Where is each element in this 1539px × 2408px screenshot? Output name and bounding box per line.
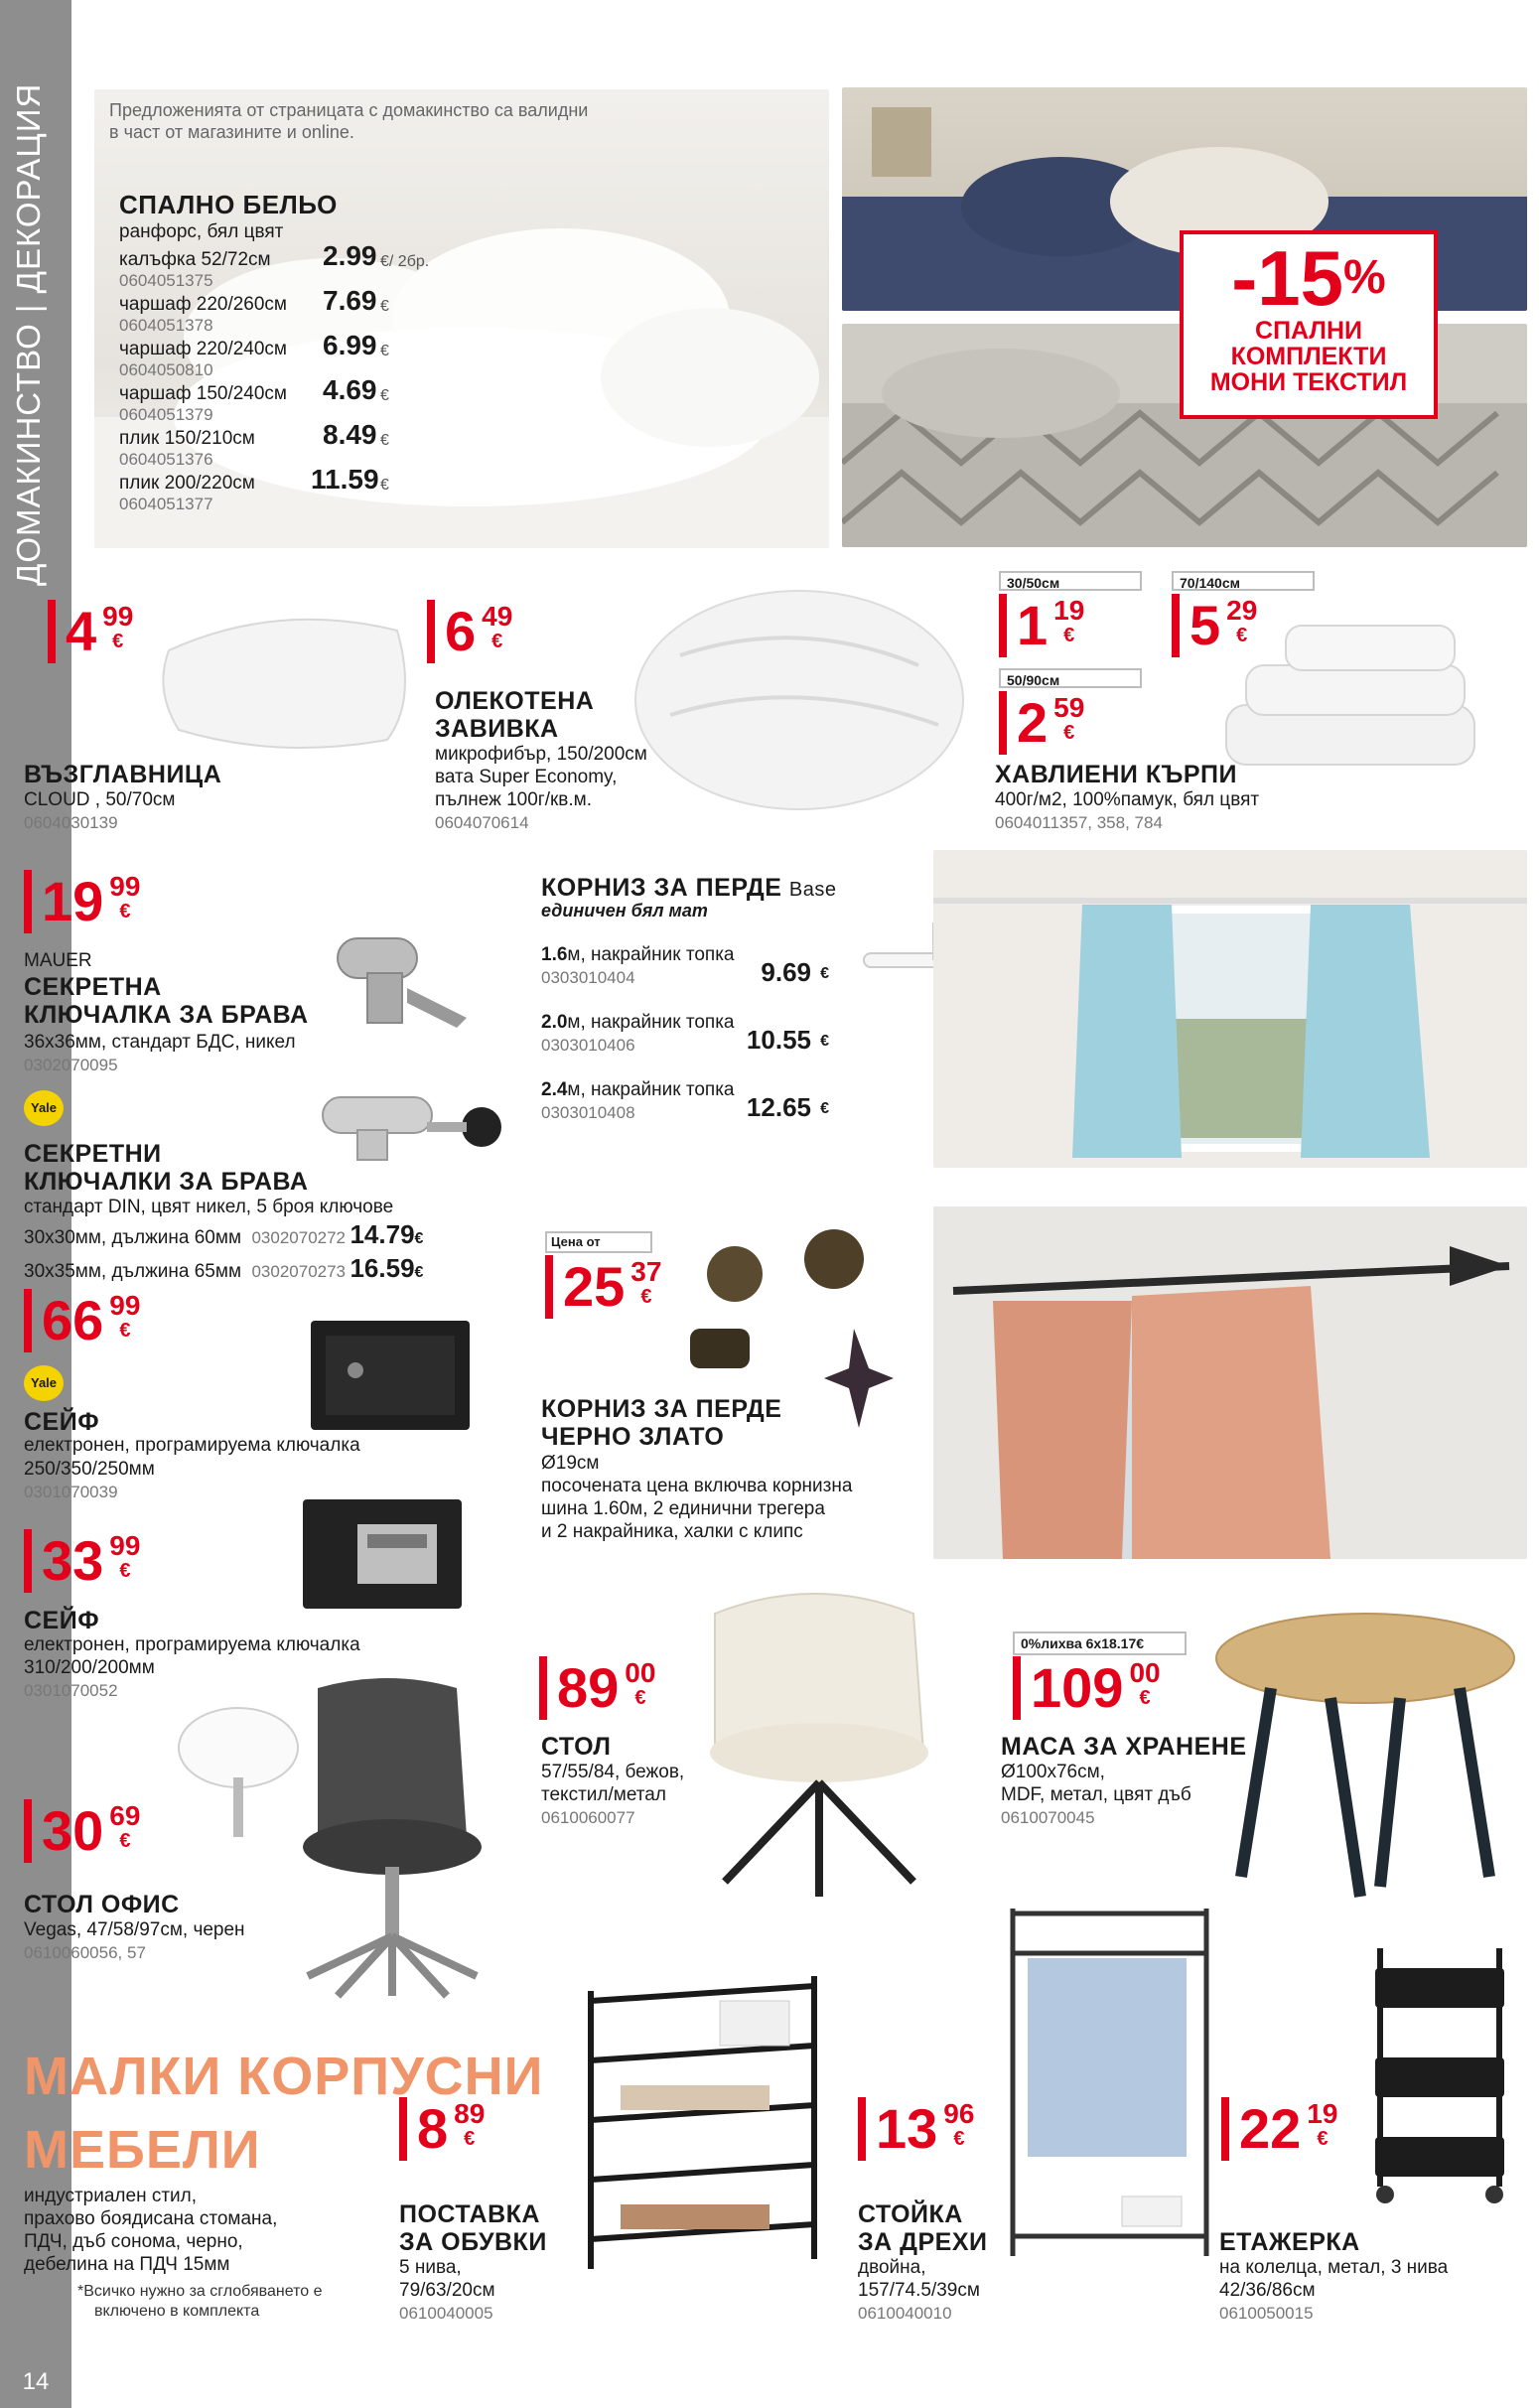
rod2-desc-3: шина 1.60м, 2 единични трегера [541,1498,825,1519]
bedding-subtitle: ранфорс, бял цвят [119,221,284,242]
towels-desc: 400г/м2, 100%памук, бял цвят [995,789,1260,810]
chair-desc-1: 57/55/84, бежов, [541,1762,685,1782]
validity-note-1: Предложенията от страницата с домакинство са валидни [109,100,589,120]
list-item: 2.0м, накрайник топка 0303010406 10.55 € [541,1012,829,1055]
rod2-title-1: КОРНИЗ ЗА ПЕРДЕ [541,1395,782,1423]
safe2-price: 33 99 € [24,1529,140,1593]
small-furniture-desc-3: ПДЧ, дъб сонома, черно, [24,2231,243,2252]
towel-size-1: 30/50см [999,571,1142,591]
chair-price: 89 00 € [539,1656,655,1720]
trolley-desc-2: 42/36/86см [1219,2280,1316,2301]
duvet-desc-1: микрофибър, 150/200см [435,744,647,765]
discount-badge [1180,230,1438,419]
list-item: чаршаф 150/240см 4.69 € 0604051379 [119,374,389,424]
table-code: 0610070045 [1001,1808,1095,1827]
towels-title: ХАВЛИЕНИ КЪРПИ [995,761,1237,788]
shoe-rack-code: 0610040005 [399,2304,493,2323]
table-image [1211,1609,1519,1907]
lock2-title-2: КЛЮЧАЛКИ ЗА БРАВА [24,1168,309,1196]
lock1-brand: MAUER [24,950,92,971]
pillow-desc: CLOUD , 50/70см [24,789,176,810]
safe1-code: 0301070039 [24,1483,118,1501]
duvet-desc-2: вата Super Economy, [435,767,618,787]
shoe-rack-image [581,1971,824,2279]
trolley-price: 22 19 € [1221,2097,1337,2161]
safe1-price: 66 99 € [24,1289,140,1352]
shoe-rack-desc-1: 5 нива, [399,2257,462,2278]
clothes-rack-title-1: СТОЙКА [858,2200,963,2228]
section-label: ДОМАКИНСТВО | ДЕКОРАЦИЯ [10,82,47,586]
safe2-code: 0301070052 [24,1681,118,1700]
small-furniture-desc-2: прахово боядисана стомана, [24,2208,278,2229]
table-desc-1: Ø100х76см, [1001,1762,1105,1782]
duvet-price: 6 49 € [427,600,512,663]
clothes-rack-title-2: ЗА ДРЕХИ [858,2228,988,2256]
safe1-image [306,1316,475,1435]
lock1-image [328,919,477,1038]
discount-percent: -15% [1231,234,1386,322]
pillow-price: 4 99 € [48,600,133,663]
duvet-title-2: ЗАВИВКА [435,715,559,743]
rod2-desc-4: и 2 накрайника, халки с клипс [541,1521,803,1542]
list-item: 2.4м, накрайник топка 0303010408 12.65 € [541,1079,829,1122]
office-chair-desc: Vegas, 47/58/97см, черен [24,1919,245,1940]
bedding-title: СПАЛНО БЕЛЬО [119,190,338,219]
page-number: 14 [22,2368,50,2395]
clothes-rack-code: 0610040010 [858,2304,952,2323]
small-furniture-desc-4: дебелина на ПДЧ 15мм [24,2254,230,2275]
list-item: калъфка 52/72см 2.99 €/ 2бр. 0604051375 [119,240,430,290]
shoe-rack-title-1: ПОСТАВКА [399,2200,540,2228]
lock1-title-1: СЕКРЕТНА [24,973,162,1001]
list-item: плик 200/220см 11.59 € 0604051377 [119,464,389,513]
clothes-rack-desc-1: двойна, [858,2257,926,2278]
clothes-rack-desc-2: 157/74.5/39см [858,2280,980,2301]
rod2-title-2: ЧЕРНО ЗЛАТО [541,1423,725,1451]
curtain-photo-orange [933,1206,1527,1559]
rod2-from-label: Цена от [545,1231,652,1253]
chair-desc-2: текстил/метал [541,1784,666,1805]
lock2-row-2: 30х35мм, дължина 65мм 0302070273 16.59€ [24,1253,424,1283]
list-item: чаршаф 220/260см 7.69 € 0604051378 [119,285,389,335]
office-chair-price: 30 69 € [24,1799,140,1863]
list-item: чаршаф 220/240см 6.99 € 0604050810 [119,330,389,379]
list-item: 1.6м, накрайник топка 0303010404 9.69 € [541,944,829,987]
shoe-rack-desc-2: 79/63/20см [399,2280,495,2301]
badge-line-1: СПАЛНИ [1255,317,1362,345]
chair-title: СТОЛ [541,1733,612,1761]
table-installment-label: 0%лихва 6х18.17€ [1013,1631,1187,1655]
duvet-code: 0604070614 [435,813,529,832]
trolley-title: ЕТАЖЕРКА [1219,2228,1360,2256]
safe1-desc-1: електронен, програмируема ключалка [24,1435,360,1456]
small-furniture-title-1: МАЛКИ КОРПУСНИ [24,2047,544,2106]
trolley-desc-1: на колелца, метал, 3 нива [1219,2257,1449,2278]
assembly-note-2: включено в комплекта [94,2303,260,2320]
lock2-title-1: СЕКРЕТНИ [24,1140,162,1168]
towel-size-3: 50/90см [999,668,1142,688]
bedding-price-list [119,240,457,514]
rod2-price: 25 37 € [545,1255,661,1319]
duvet-desc-3: пълнеж 100г/кв.м. [435,789,593,810]
small-furniture-desc-1: индустриален стил, [24,2186,198,2206]
duvet-title-1: ОЛЕКОТЕНА [435,687,595,715]
office-chair-image [159,1678,556,2016]
safe1-title: СЕЙФ [24,1408,100,1436]
curtain-photo-blue [933,850,1527,1168]
lock1-desc: 36х36мм, стандарт БДС, никел [24,1032,296,1053]
towels-image [1206,616,1489,775]
shoe-rack-title-2: ЗА ОБУВКИ [399,2228,547,2256]
rod1-title: КОРНИЗ ЗА ПЕРДЕ Base [541,874,837,902]
towels-code: 0604011357, 358, 784 [995,813,1163,832]
rod1-subtitle: единичен бял мат [541,901,708,921]
lock2-image [318,1072,516,1172]
validity-note-2: в част от магазините и online. [109,122,354,142]
table-desc-2: MDF, метал, цвят дъб [1001,1784,1191,1805]
towel-price-2: 5 29 € [1172,594,1257,657]
pillow-title: ВЪЗГЛАВНИЦА [24,761,222,788]
lock1-code: 0302070095 [24,1056,118,1074]
badge-line-2: КОМПЛЕКТИ [1230,343,1387,370]
lock1-title-2: КЛЮЧАЛКА ЗА БРАВА [24,1001,309,1029]
rod1-price-list [541,943,829,1146]
safe1-desc-2: 250/350/250мм [24,1459,155,1480]
yale-logo: Yale [24,1365,64,1401]
rod2-desc-1: Ø19см [541,1453,600,1474]
rod2-desc-2: посочената цена включва корнизна [541,1476,853,1496]
towel-size-2: 70/140см [1172,571,1315,591]
office-chair-code: 0610060056, 57 [24,1943,146,1962]
table-title: МАСА ЗА ХРАНЕНЕ [1001,1733,1247,1761]
assembly-note-1: *Всичко нужно за сглобяването е [77,2283,323,2300]
clothes-rack-price: 13 96 € [858,2097,974,2161]
trolley-image [1365,1938,1514,2206]
pillow-code: 0604030139 [24,813,118,832]
chair-code: 0610060077 [541,1808,635,1827]
shoe-rack-price: 8 89 € [399,2097,485,2161]
lock2-row-1: 30х30мм, дължина 60мм 0302070272 14.79€ [24,1219,424,1249]
towel-price-3: 2 59 € [999,691,1084,755]
safe2-desc-1: електронен, програмируема ключалка [24,1634,360,1655]
chair-image [695,1584,943,1902]
duvet-image [621,576,978,824]
towel-price-1: 1 19 € [999,594,1084,657]
lock2-desc: стандарт DIN, цвят никел, 5 броя ключове [24,1197,394,1217]
yale-logo: Yale [24,1090,64,1126]
safe2-title: СЕЙФ [24,1607,100,1634]
safe2-desc-2: 310/200/200мм [24,1657,155,1678]
safe2-image [298,1494,467,1614]
badge-line-3: МОНИ ТЕКСТИЛ [1209,368,1408,396]
lock1-price: 19 99 € [24,870,140,933]
office-chair-title: СТОЛ ОФИС [24,1891,180,1918]
list-item: плик 150/210см 8.49 € 0604051376 [119,419,389,469]
small-furniture-title-2: МЕБЕЛИ [24,2120,261,2180]
clothes-rack-image [1003,1899,1221,2276]
trolley-code: 0610050015 [1219,2304,1314,2323]
pillow-image [149,591,417,760]
table-price: 109 00 € [1013,1656,1161,1720]
